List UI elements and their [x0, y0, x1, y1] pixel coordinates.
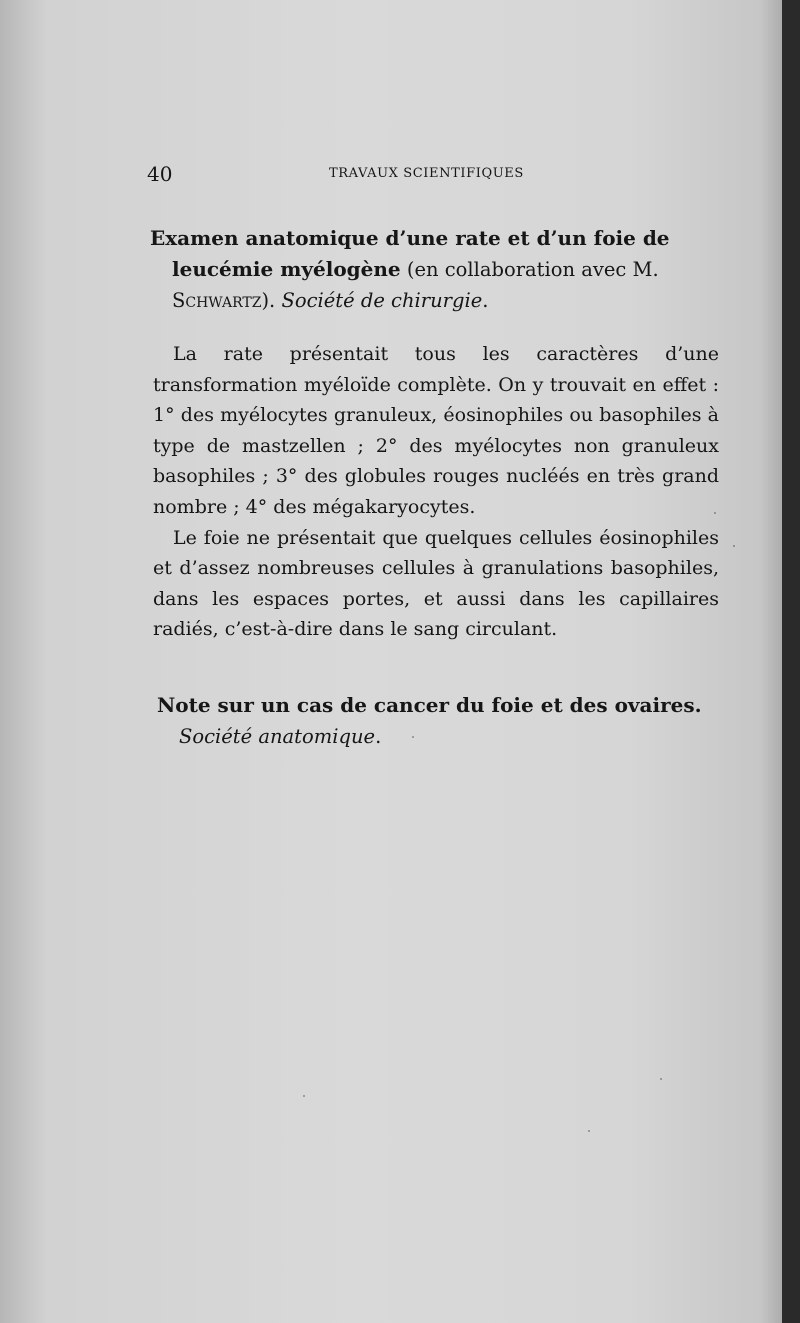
publication-entry-2: [157, 690, 737, 752]
entry-2-bold-title: Note sur un cas de cancer du foie et des ovaires.: [157, 693, 702, 717]
page-number: 40: [147, 162, 173, 186]
paper-speck: [412, 736, 414, 738]
publication-entry-1: [150, 223, 730, 316]
entry-1-title: [150, 223, 730, 316]
entry-2-title: [157, 690, 737, 752]
paper-speck: [660, 1078, 662, 1080]
page-edge-shadow: [760, 0, 782, 1323]
entry-1-abstract: [153, 339, 719, 645]
entry-1-bold-title: Examen anatomique d’une rate et d’un foie de leucémie myélogène: [150, 226, 670, 281]
running-header: [147, 162, 727, 186]
paper-speck: [303, 1095, 305, 1097]
abstract-paragraph-2: Le foie ne présentait que quelques cellules éosinophiles et d’assez nombreuses cellules à granulations basophiles, dans les espaces portes, et aussi dans les capillaires radiés, c’est-à-dire dans le sang circulant.: [153, 526, 719, 641]
paper-speck: [588, 1130, 590, 1132]
paper-speck: [714, 512, 716, 514]
running-title: TRAVAUX SCIENTIFIQUES: [329, 166, 524, 181]
entry-2-venue-end: .: [375, 725, 382, 748]
paper-speck: [733, 545, 735, 547]
entry-2-venue: Société anatomique: [179, 725, 376, 748]
entry-1-venue-end: .: [482, 289, 489, 312]
entry-1-author: Schwartz: [172, 289, 262, 312]
entry-1-venue: Société de chirurgie: [281, 289, 483, 312]
abstract-paragraph-1: La rate présentait tous les caractères d’une transformation myéloïde complète. On y trouvait en effet : 1° des myélocytes granuleux, éosinophiles ou basophiles à type de mastzellen ; 2° des myélocytes non granuleux basophiles ; 3° des globules rouges nucléés en très grand nombre ; 4° des mégakaryocytes.: [153, 343, 719, 518]
entry-1-collaboration: (en collaboration avec M.: [400, 258, 659, 281]
entry-1-after-author: ).: [261, 289, 282, 312]
